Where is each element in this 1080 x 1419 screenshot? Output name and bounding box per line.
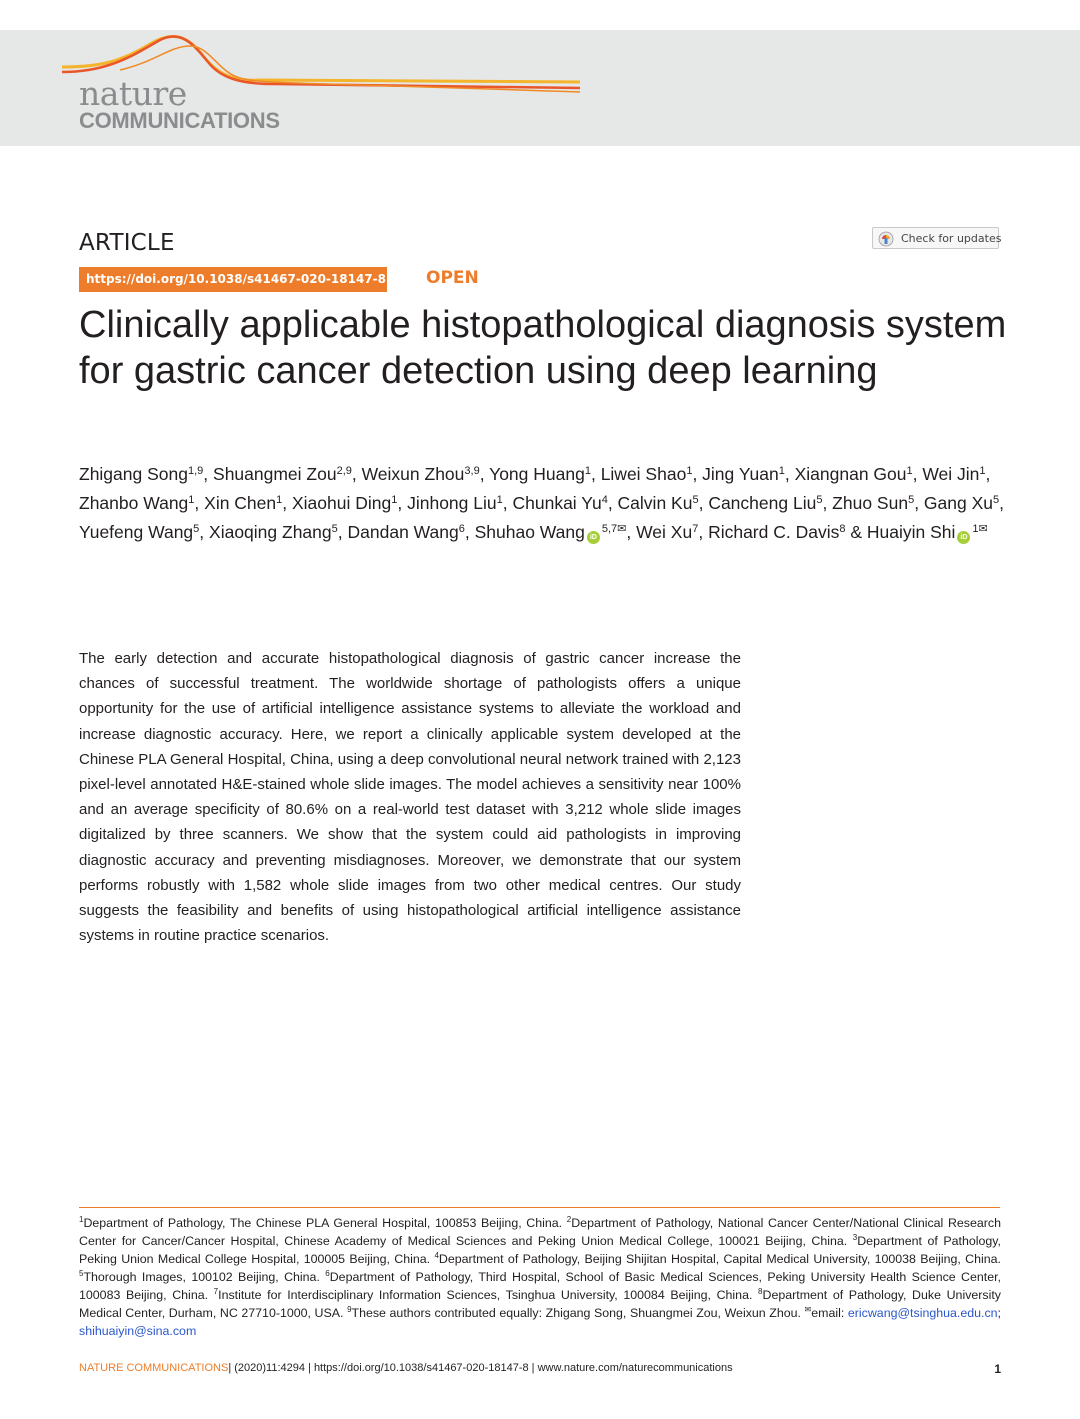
- author-affiliation-sup: 1: [496, 494, 503, 506]
- author-name: Wei Jin: [922, 464, 980, 484]
- affiliation-text: Department of Pathology, Duke University Medical Center, Durham, NC 27710-1000, USA.: [79, 1288, 1001, 1320]
- logo-communications-text: COMMUNICATIONS: [79, 108, 280, 133]
- author-affiliation-sup: 5: [692, 494, 699, 506]
- affiliation-text: Thorough Images, 100102 Beijing, China.: [83, 1270, 320, 1284]
- author-name: Zhigang Song: [79, 464, 188, 484]
- author-affiliation-sup: 5: [331, 523, 338, 535]
- affiliation-sup: 1: [79, 1215, 84, 1224]
- footer-citation: | (2020)11:4294 | https://doi.org/10.1038/s41467-020-18147-8 | www.nature.com/naturecommunications: [228, 1362, 733, 1374]
- author-affiliation-sup: 5: [908, 494, 915, 506]
- author-affiliation-sup: 1: [391, 494, 398, 506]
- affiliation-text: Department of Pathology, Third Hospital, School of Basic Medical Sciences, Peking University Health Science Center, 100083 Beijing, China.: [79, 1270, 1001, 1302]
- author-affiliation-sup: 5: [816, 494, 823, 506]
- author-name: Xiangnan Gou: [794, 464, 907, 484]
- affiliation-text: Department of Pathology, The Chinese PLA General Hospital, 100853 Beijing, China.: [83, 1216, 563, 1230]
- author-affiliation-sup: 2,9: [336, 465, 352, 477]
- author-affiliation-sup: 5,7✉: [601, 523, 627, 535]
- page-number: 1: [994, 1362, 1001, 1376]
- author-affiliation-sup: 1: [584, 465, 591, 477]
- email-prefix: email:: [811, 1306, 848, 1320]
- affiliation-text: Institute for Interdisciplinary Information Sciences, Tsinghua University, 100084 Beijing, China.: [218, 1288, 753, 1302]
- orcid-icon[interactable]: iD: [587, 531, 600, 544]
- author-name: Huaiyin Shi: [866, 522, 956, 542]
- author-list: Zhigang Song$^{1,9}$, Shuangmei Zou$^{2,9}$, Weixun Zhou$^{3,9}$, Yong Huang$^1$, Liwei Shao$^1$, Jing Yuan$^1$, Xiangnan Gou$^1$, Wei Jin$^1$, Zhanbo Wang$^1$, Xin Chen$^1$, Xiaohui Ding$^1$, Jinhong Liu$^1$, Chunkai Yu$^4$, Calvin Ku$^5$, Cancheng Liu$^5$, Zhuo Sun$^5$, Gang Xu$^5$, Yuefeng Wang$^5$, Xiaoqing Zhang$^5$, Dandan Wang$^6$, Shuhao Wang $iD^{5,7✉}$, Wei Xu$^7$, Richard C. Davis$^8$ & Huaiyin Shi $iD^{1✉}$: [79, 464, 1004, 542]
- footer-journal: NATURE COMMUNICATIONS: [79, 1362, 229, 1374]
- author-affiliation-sup: 8: [839, 523, 846, 535]
- author-name: Jinhong Liu: [407, 493, 497, 513]
- affiliation-sup: 4: [434, 1251, 439, 1260]
- affiliation-sup: 9: [347, 1305, 352, 1314]
- affiliation-sup: 5: [79, 1269, 84, 1278]
- article-title: Clinically applicable histopathological diagnosis system for gastric cancer detection using deep learning: [79, 304, 1007, 392]
- author-name: Xin Chen: [204, 493, 277, 513]
- email-link[interactable]: shihuaiyin@sina.com: [79, 1324, 197, 1338]
- journal-banner: [0, 30, 1080, 146]
- article-type-label: ARTICLE: [79, 230, 175, 256]
- affiliation-sup: 3: [852, 1233, 858, 1242]
- author-affiliation-sup: 3,9: [464, 465, 480, 477]
- affiliation-sup: 7: [213, 1287, 219, 1296]
- open-access-label: OPEN: [426, 268, 479, 288]
- author-affiliation-sup: 1: [906, 465, 913, 477]
- author-name: Zhuo Sun: [832, 493, 909, 513]
- author-name: Yong Huang: [489, 464, 585, 484]
- affiliation-text: These authors contributed equally: Zhigang Song, Shuangmei Zou, Weixun Zhou.: [351, 1306, 801, 1320]
- author-affiliation-sup: 1: [979, 465, 986, 477]
- affiliation-sup: 6: [325, 1269, 330, 1278]
- author-name: Richard C. Davis: [708, 522, 840, 542]
- author-name: Dandan Wang: [347, 522, 459, 542]
- author-affiliation-sup: 1: [778, 465, 785, 477]
- author-name: Yuefeng Wang: [79, 522, 194, 542]
- author-name: Calvin Ku: [617, 493, 693, 513]
- doi-link[interactable]: https://doi.org/10.1038/s41467-020-18147-8: [79, 267, 387, 292]
- author-affiliation-sup: 4: [601, 494, 608, 506]
- author-affiliation-sup: 7: [692, 523, 699, 535]
- envelope-icon: ✉: [804, 1305, 812, 1314]
- affiliations-divider: [79, 1207, 1000, 1208]
- affiliation-sup: 2: [566, 1215, 572, 1224]
- orcid-icon[interactable]: iD: [957, 531, 970, 544]
- check-updates-label: Check for updates: [901, 232, 1002, 245]
- email-link[interactable]: ericwang@tsinghua.edu.cn: [847, 1306, 998, 1320]
- author-affiliation-sup: 1: [276, 494, 283, 506]
- author-name: Cancheng Liu: [708, 493, 817, 513]
- abstract: The early detection and accurate histopathological diagnosis of gastric cancer increase the chances of successful treatment. The worldwide shortage of pathologists offers a unique opportunity for the use of artificial intelligence assistance systems to alleviate the workload and increase diagnostic accuracy. Here, we report a clinically applicable system developed at the Chinese PLA General Hospital, China, using a deep convolutional neural network trained with 2,123 pixel-level annotated H&E-stained whole slide images. The model achieves a sensitivity near 100% and an average specificity of 80.6% on a real-world test dataset with 3,212 whole slide images digitalized by three scanners. We show that the system could aid pathologists in improving diagnostic accuracy and preventing misdiagnoses. Moreover, we demonstrate that our system performs robustly with 1,582 whole slide images from two other medical centres. Our study suggests the feasibility and benefits of using histopathological artificial intelligence assistance systems in routine practice scenarios.: [79, 650, 741, 945]
- author-name: Xiaoqing Zhang: [209, 522, 332, 542]
- affiliations: $^1$Department of Pathology, The Chinese PLA General Hospital, 100853 Beijing, China. $^2$Department of Pathology, National Cancer Center/National Clinical Research Center for Cancer/Cancer Hospital, Chinese Academy of Medical Sciences and Peking Union Medical College, 100021 Beijing, China. $^3$Department of Pathology, Peking Union Medical College Hospital, 100005 Beijing, China. $^4$Department of Pathology, Beijing Shijitan Hospital, Capital Medical University, 100038 Beijing, China. $^5$Thorough Images, 100102 Beijing, China. $^6$Department of Pathology, Third Hospital, School of Basic Medical Sciences, Peking University Health Science Center, 100083 Beijing, China. $^7$Institute for Interdisciplinary Information Sciences, Tsinghua University, 100084 Beijing, China. $^8$Department of Pathology, Duke University Medical Center, Durham, NC 27710-1000, USA. $^9$These authors contributed equally: Zhigang Song, Shuangmei Zou, Weixun Zhou. ✉email: ericwang@tsinghua.edu.cn; shihuaiyin@sina.com: [79, 1215, 1001, 1338]
- author-affiliation-sup: 5: [993, 494, 1000, 506]
- author-affiliation-sup: 1: [686, 465, 693, 477]
- affiliation-text: Department of Pathology, Beijing Shijitan Hospital, Capital Medical University, 100038 Beijing, China.: [438, 1252, 1001, 1266]
- crossmark-icon: [878, 231, 894, 247]
- author-name: Jing Yuan: [702, 464, 779, 484]
- author-affiliation-sup: 1✉: [972, 523, 988, 535]
- author-name: Gang Xu: [923, 493, 993, 513]
- author-name: Zhanbo Wang: [79, 493, 189, 513]
- page-footer: [79, 1362, 1001, 1378]
- author-name: Weixun Zhou: [361, 464, 465, 484]
- author-name: Shuhao Wang: [474, 522, 585, 542]
- author-affiliation-sup: 6: [458, 523, 465, 535]
- affiliation-text: Department of Pathology, National Cancer Center/National Clinical Research Center for Cancer/Cancer Hospital, Chinese Academy of Medical Sciences and Peking Union Medical College, 100021 Beijing, China.: [79, 1216, 1001, 1248]
- logo-nature-text: nature: [79, 74, 187, 113]
- author-affiliation-sup: 1: [188, 494, 195, 506]
- author-affiliation-sup: 5: [193, 523, 200, 535]
- affiliation-text: Department of Pathology, Peking Union Medical College Hospital, 100005 Beijing, China.: [79, 1234, 1001, 1266]
- author-name: Wei Xu: [636, 522, 693, 542]
- affiliation-sup: 8: [758, 1287, 763, 1296]
- check-for-updates-button[interactable]: [872, 227, 1002, 249]
- author-name: Xiaohui Ding: [292, 493, 392, 513]
- author-name: Chunkai Yu: [512, 493, 602, 513]
- author-affiliation-sup: 1,9: [187, 465, 204, 477]
- author-name: Shuangmei Zou: [213, 464, 337, 484]
- author-name: Liwei Shao: [600, 464, 687, 484]
